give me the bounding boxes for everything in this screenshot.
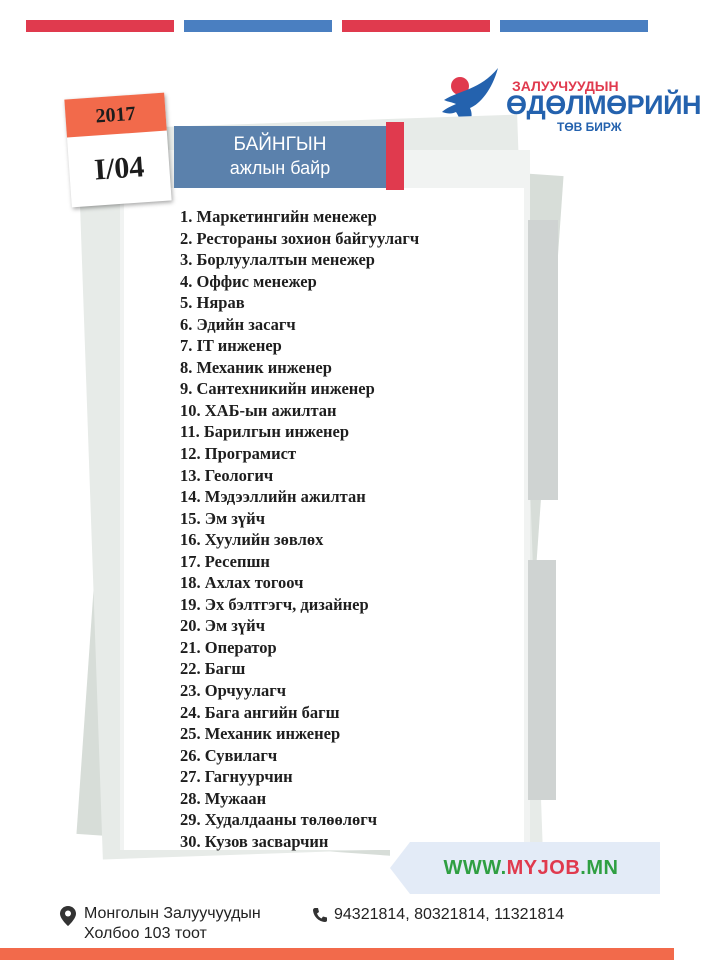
job-item: 19. Эх бэлтгэгч, дизайнер <box>180 594 369 614</box>
title-box <box>174 126 386 188</box>
job-item: 4. Оффис менежер <box>180 271 317 291</box>
job-item: 27. Гагнуурчин <box>180 767 293 787</box>
logo-text-line2: ӨДӨЛМӨРИЙН <box>506 90 701 120</box>
website-prefix: WWW. <box>443 856 507 879</box>
bottom-bar <box>0 948 674 960</box>
job-item: 13. Геологич <box>180 465 274 485</box>
website-name: MYJOB <box>506 856 581 879</box>
job-item: 9. Сантехникийн инженер <box>180 379 375 399</box>
website-banner-notch <box>390 842 410 894</box>
website-suffix: .MN <box>580 856 619 879</box>
address-line2: Холбоо 103 тоот <box>84 925 207 942</box>
top-stripes <box>26 20 650 32</box>
title-accent-bar <box>386 122 404 190</box>
job-item: 18. Ахлах тогооч <box>180 573 304 593</box>
location-pin-icon <box>60 906 76 926</box>
job-item: 1. Маркетингийн менежер <box>180 207 377 226</box>
job-item: 15. Эм зүйч <box>180 508 265 528</box>
title-line2: ажлын байр <box>229 158 331 178</box>
blurred-newspaper-block <box>528 560 556 800</box>
address-lines <box>84 904 261 944</box>
job-item: 29. Худалдааны төлөөлөгч <box>180 810 378 830</box>
stripe-blue-2 <box>500 20 648 32</box>
logo-text-line1: ЗАЛУУЧУУДЫН <box>512 78 619 94</box>
website-link[interactable] <box>444 857 619 880</box>
job-item: 20. Эм зүйч <box>180 616 265 636</box>
date-year: 2017 <box>64 93 166 138</box>
title-line1: БАЙНГЫН <box>233 134 327 155</box>
job-item: 8. Механик инженер <box>180 357 332 377</box>
blurred-newspaper-block <box>528 220 558 500</box>
phone-icon <box>312 907 328 923</box>
job-item: 17. Ресепшн <box>180 551 270 571</box>
job-item: 26. Сувилагч <box>180 745 278 765</box>
job-item: 25. Механик инженер <box>180 724 341 744</box>
job-item: 5. Нярав <box>180 293 245 313</box>
job-item: 10. ХАБ-ын ажилтан <box>180 400 337 420</box>
footer-address <box>60 904 261 944</box>
job-item: 11. Барилгын инженер <box>180 422 350 442</box>
job-item: 6. Эдийн засагч <box>180 314 296 334</box>
job-item: 22. Багш <box>180 659 246 679</box>
job-item: 2. Рестораны зохион байгуулагч <box>180 228 420 248</box>
date-card <box>64 93 171 208</box>
job-list <box>180 206 419 852</box>
job-item: 30. Кузов засварчин <box>180 831 329 851</box>
address-line1: Монголын Залуучуудын <box>84 905 261 922</box>
logo-text-line3: ТӨВ БИРЖ <box>557 120 622 134</box>
job-item: 7. IT инженер <box>180 336 282 356</box>
stripe-red-1 <box>26 20 174 32</box>
phone-numbers[interactable]: 94321814, 80321814, 11321814 <box>334 906 565 923</box>
footer-phone <box>312 906 564 924</box>
stripe-blue-1 <box>184 20 332 32</box>
job-item: 24. Бага ангийн багш <box>180 702 340 722</box>
job-item: 16. Хуулийн зөвлөх <box>180 530 324 550</box>
job-item: 23. Орчуулагч <box>180 681 287 701</box>
job-item: 3. Борлуулалтын менежер <box>180 250 375 270</box>
job-item: 14. Мэдээллийн ажилтан <box>180 487 366 507</box>
date-code: I/04 <box>93 150 146 187</box>
job-item: 12. Програмист <box>180 444 297 464</box>
stripe-red-2 <box>342 20 490 32</box>
website-banner[interactable] <box>390 842 660 894</box>
job-item: 21. Оператор <box>180 637 277 657</box>
job-item: 28. Мужаан <box>180 788 267 808</box>
